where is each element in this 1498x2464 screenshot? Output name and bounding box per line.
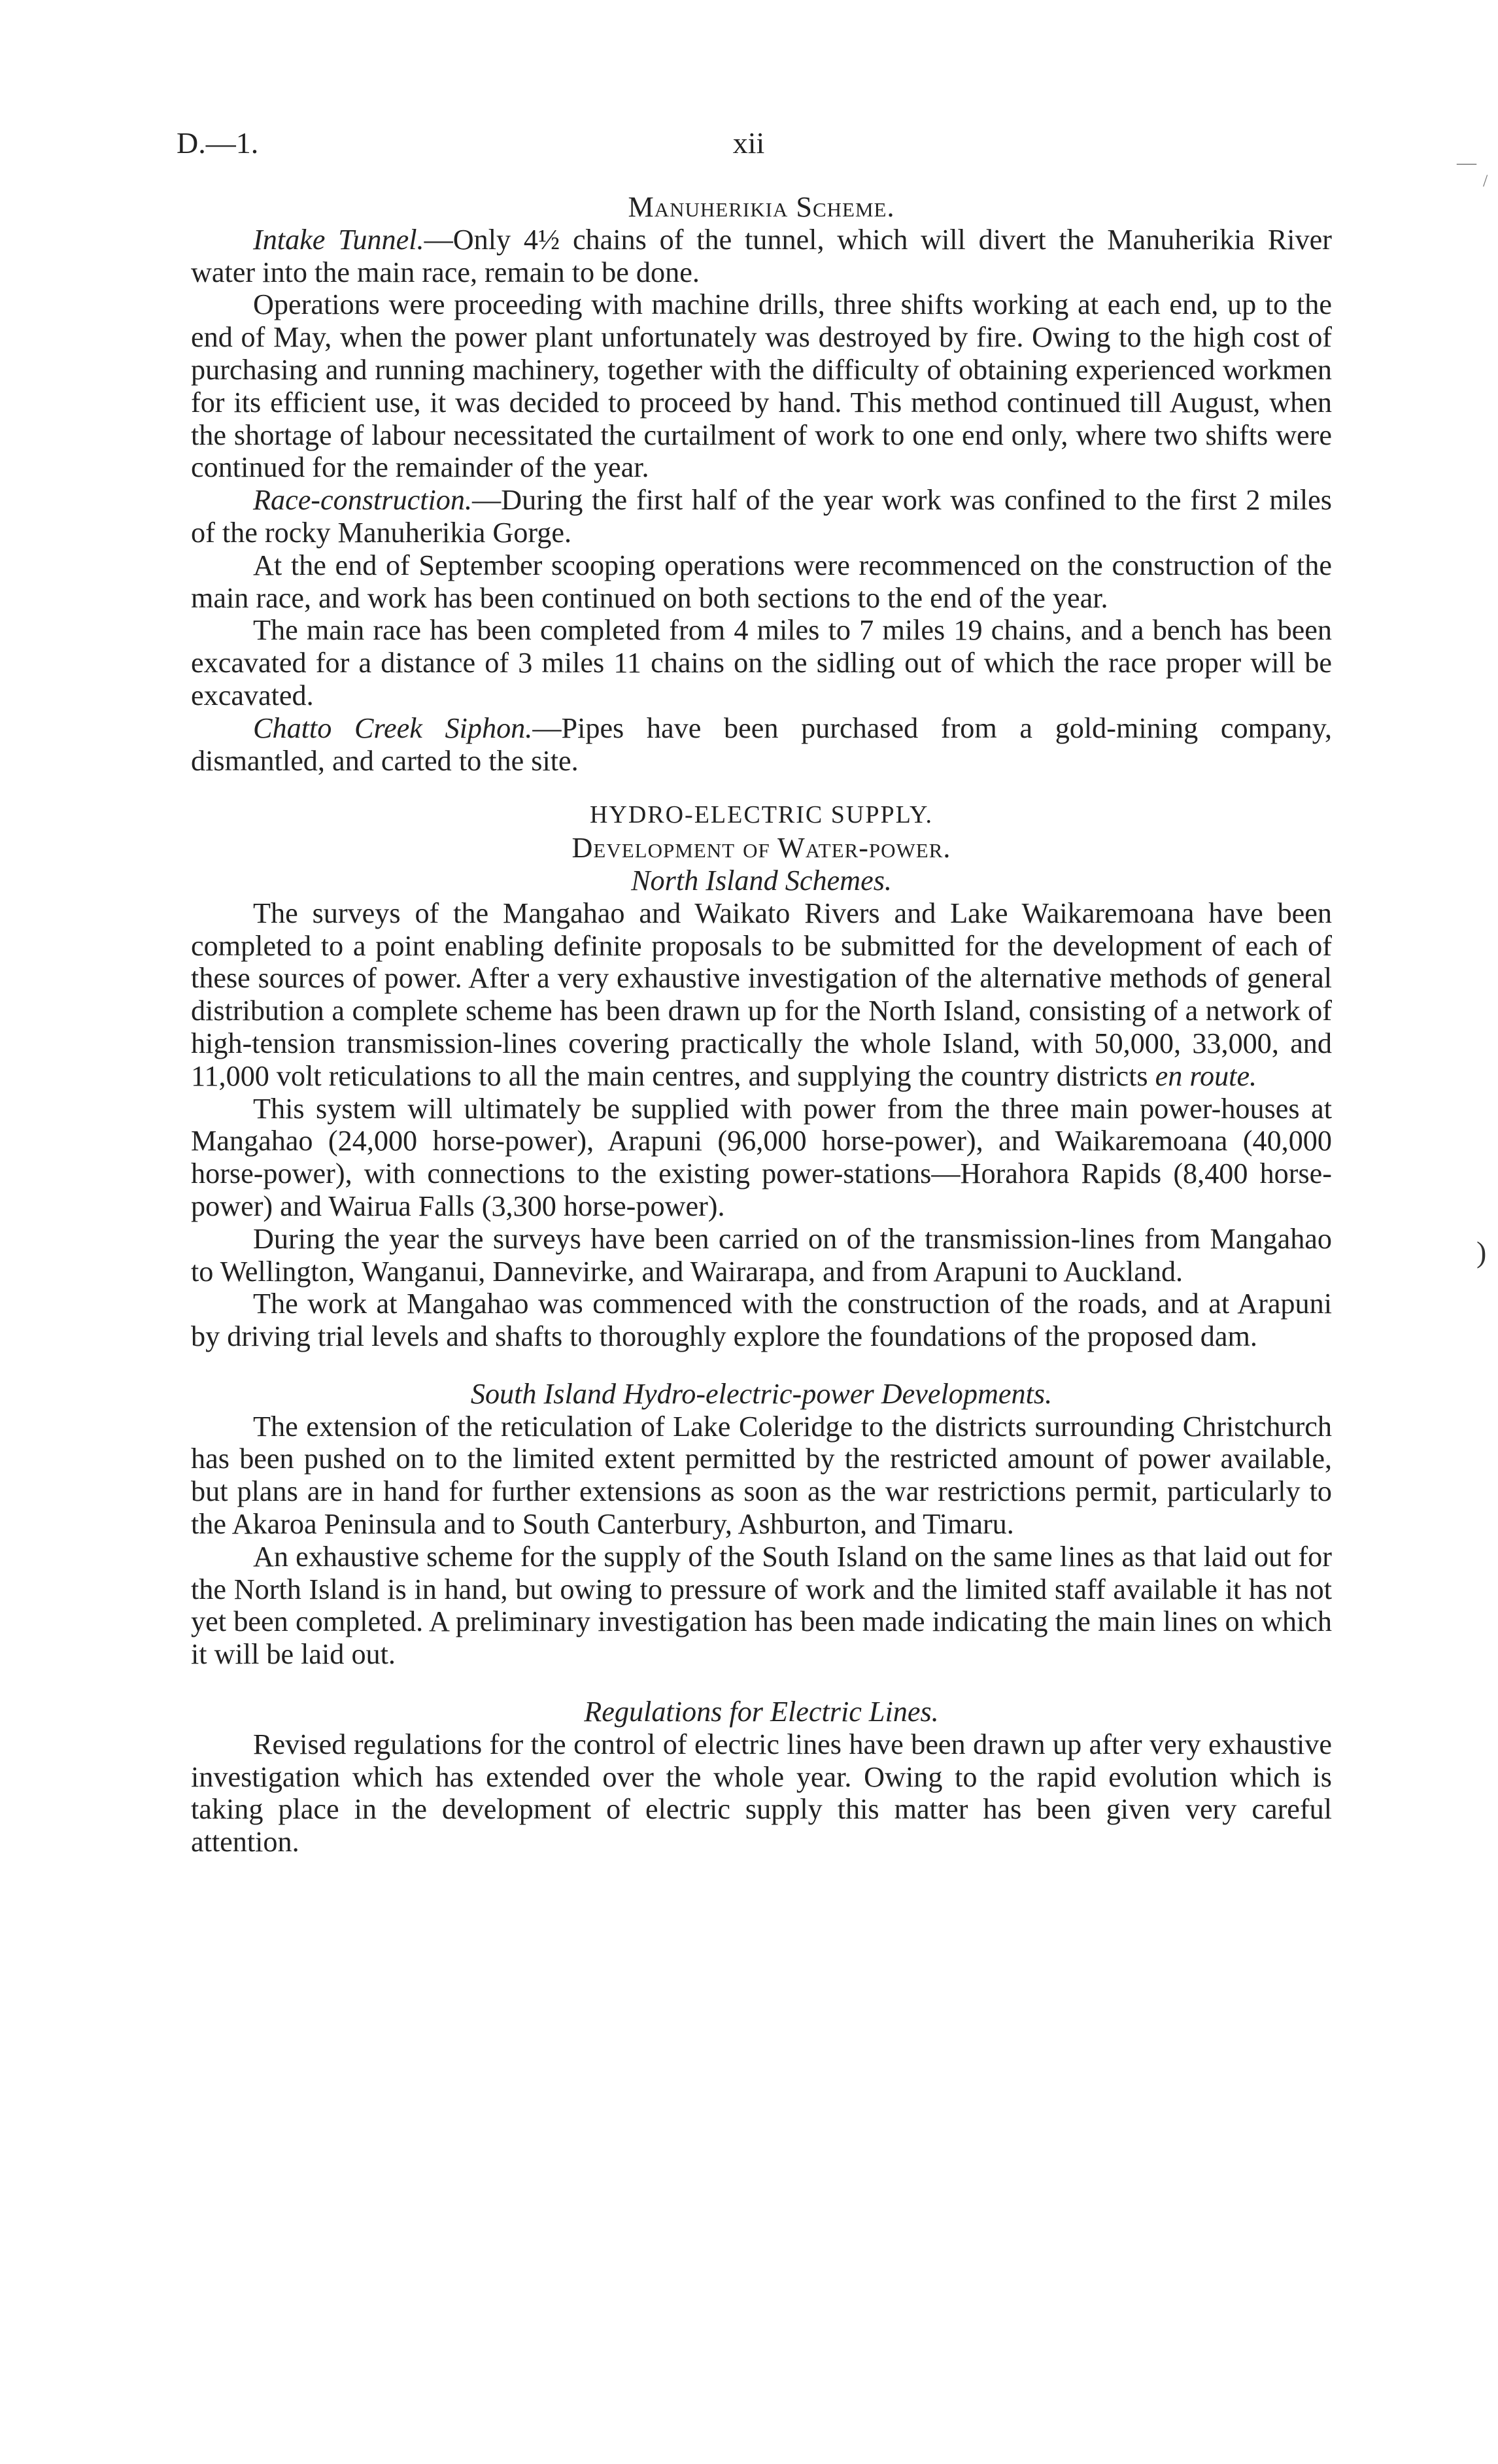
- race-construction-text: —During the first half of the year work was confined to the first 2 miles of the rocky Manuherikia Gorge.: [191, 484, 1332, 549]
- north-surveys-text: The surveys of the Mangahao and Waikato Rivers and Lake Waikaremoana have been completed to a point enabling definite proposals to be submitted for the development of each of these sources of power. After a very exhaustive investigation of the alternative methods of general distribution a complete scheme has been drawn up for the North Island, consisting of a network of high-tension transmission-lines covering practically the whole Island, with 50,000, 33,000, and 11,000 volt reticulations to all the main centres, and supplying the country districts: [191, 897, 1332, 1092]
- paragraph-operations: Operations were proceeding with machine drills, three shifts working at each end, up to the end of May, when the power plant unfortunately was destroyed by fire. Owing to the high cost of purchasing and running machinery, together with the difficulty of obtaining experienced workmen for its efficient use, it was decided to proceed by hand. This method continued till August, when the shortage of labour necessitated the curtailment of work to one end only, where two shifts were continued for the remainder of the year.: [191, 288, 1332, 484]
- spacer: [191, 777, 1332, 799]
- document-reference: D.—1.: [177, 126, 259, 160]
- paragraph-mangahao-work: The work at Mangahao was commenced with the construction of the roads, and at Arapuni by driving trial levels and shafts to thoroughly explore the foundations of the proposed dam.: [191, 1288, 1332, 1353]
- margin-mark-slash: /: [1483, 171, 1488, 190]
- paragraph-lake-coleridge: The extension of the reticulation of Lake Coleridge to the districts surrounding Christchurch has been pushed on to the limited extent permitted by the restricted amount of power available, but plans are in hand for further extensions as soon as the war restrictions permit, particularly to the Akaroa Peninsula and to South Canterbury, Ashburton, and Timaru.: [191, 1410, 1332, 1541]
- margin-mark-dash: —: [1457, 152, 1476, 173]
- heading-south-island: South Island Hydro-electric-power Developments.: [470, 1377, 1053, 1410]
- heading-north-island: North Island Schemes.: [631, 864, 892, 897]
- section-title-manuherikia: Manuherikia Scheme.: [628, 191, 895, 223]
- heading-regulations: Regulations for Electric Lines.: [584, 1696, 939, 1728]
- paragraph-transmission-surveys: During the year the surveys have been carried on of the transmission-lines from Mangahao to Wellington, Wanganui, Dannevirke, and Wairarapa, and from Arapuni to Auckland.: [191, 1222, 1332, 1288]
- chatto-creek-text: —Pipes have been purchased from a gold-mining company, dismantled, and carted to the site.: [191, 711, 1333, 777]
- paragraph-intake-tunnel: [191, 224, 1332, 289]
- paragraph-main-race: The main race has been completed from 4 miles to 7 miles 19 chains, and a bench has been excavated for a distance of 3 miles 11 chains on the sidling out of which the race proper will be excavated.: [191, 614, 1332, 711]
- heading-race-construction: Race-construction.: [253, 484, 472, 517]
- spacer: [191, 1671, 1332, 1696]
- subtitle-water-power: Development of Water-power.: [571, 832, 951, 864]
- spacer: [191, 1353, 1332, 1378]
- paragraph-chatto-creek: [191, 712, 1332, 778]
- heading-chatto-creek: Chatto Creek Siphon.: [253, 711, 533, 744]
- paragraph-south-scheme: An exhaustive scheme for the supply of the South Island on the same lines as that laid out for the North Island is in hand, but owing to pressure of work and the limited staff available it has not yet been completed. A preliminary investigation has been made indicating the main lines on which it will be laid out.: [191, 1540, 1332, 1671]
- heading-intake-tunnel: Intake Tunnel.: [253, 223, 424, 256]
- page-number: xii: [732, 126, 765, 160]
- paragraph-power-houses: This system will ultimately be supplied with power from the three main power-houses at Mangahao (24,000 horse-power), Arapuni (96,000 horse-power), and Waikaremoana (40,000 horse-power), with connections to the existing power-stations—Horahora Rapids (8,400 horse-power) and Wairua Falls (3,300 horse-power).: [191, 1092, 1332, 1222]
- paragraph-race-construction: [191, 484, 1332, 549]
- main-text: [191, 191, 1332, 1858]
- intake-tunnel-text: —Only 4½ chains of the tunnel, which will divert the Manuherikia River water into the main race, remain to be done.: [191, 223, 1332, 288]
- margin-mark-bracket: ): [1476, 1235, 1487, 1269]
- paragraph-regulations: Revised regulations for the control of electric lines have been drawn up after very exhaustive investigation which has extended over the whole year. Owing to the rapid evolution which is taking place in the development of electric supply this matter has been given very careful attention.: [191, 1728, 1332, 1858]
- en-route-text: en route.: [1155, 1059, 1257, 1092]
- paragraph-scooping: At the end of September scooping operations were recommenced on the construction of the main race, and work has been continued on both sections to the end of the year.: [191, 549, 1332, 614]
- paragraph-north-surveys: [191, 897, 1332, 1093]
- section-title-hydro-electric: HYDRO-ELECTRIC SUPPLY.: [589, 801, 934, 829]
